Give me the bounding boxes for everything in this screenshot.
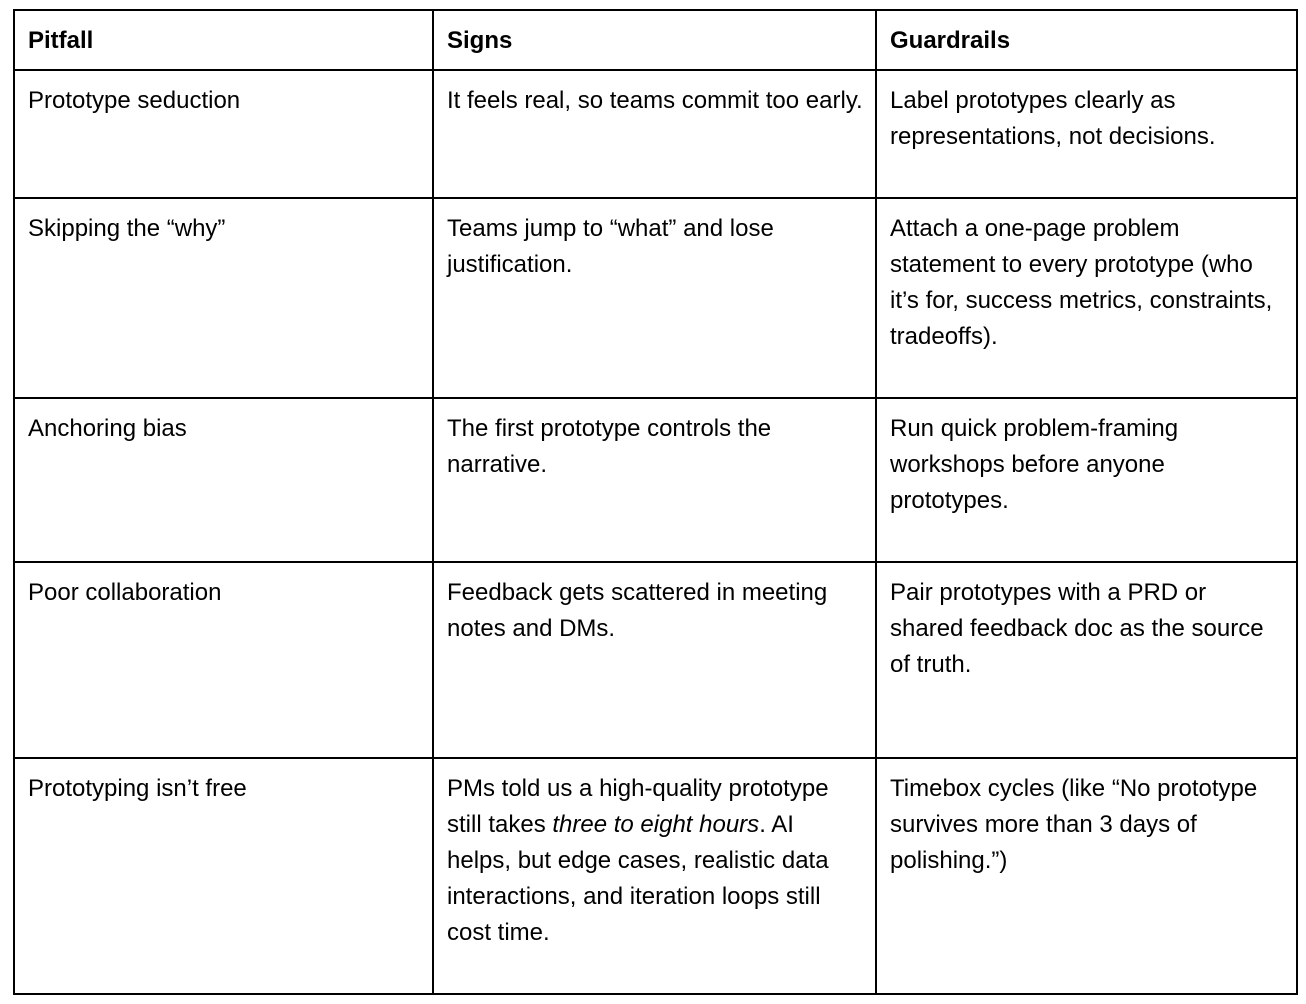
signs-text: . AI helps, but edge cases, realistic data interactions, and iteration loops still cost time.	[447, 811, 829, 946]
pitfall-cell: Poor collaboration	[14, 562, 433, 758]
pitfall-cell: Prototype seduction	[14, 70, 433, 198]
header-signs: Signs	[433, 10, 876, 70]
guardrails-cell: Run quick problem-framing workshops before anyone prototypes.	[876, 398, 1297, 562]
table-row	[14, 758, 1297, 994]
header-guardrails: Guardrails	[876, 10, 1297, 70]
guardrails-cell: Pair prototypes with a PRD or shared feedback doc as the source of truth.	[876, 562, 1297, 758]
pitfall-cell: Prototyping isn’t free	[14, 758, 433, 994]
guardrails-cell: Label prototypes clearly as representations, not decisions.	[876, 70, 1297, 198]
table-row	[14, 198, 1297, 398]
signs-cell: The first prototype controls the narrative.	[433, 398, 876, 562]
signs-emphasis: three to eight hours	[552, 811, 760, 838]
signs-cell	[433, 758, 876, 994]
header-pitfall: Pitfall	[14, 10, 433, 70]
pitfall-cell: Anchoring bias	[14, 398, 433, 562]
table-row	[14, 562, 1297, 758]
signs-cell: It feels real, so teams commit too early.	[433, 70, 876, 198]
signs-cell: Teams jump to “what” and lose justification.	[433, 198, 876, 398]
table-row	[14, 70, 1297, 198]
table-header-row	[14, 10, 1297, 70]
signs-text: PMs told us a high-quality prototype still takes	[447, 775, 829, 838]
table-row	[14, 398, 1297, 562]
signs-cell: Feedback gets scattered in meeting notes and DMs.	[433, 562, 876, 758]
pitfall-cell: Skipping the “why”	[14, 198, 433, 398]
guardrails-cell: Attach a one-page problem statement to every prototype (who it’s for, success metrics, constraints, tradeoffs).	[876, 198, 1297, 398]
pitfalls-table	[13, 9, 1298, 995]
guardrails-cell: Timebox cycles (like “No prototype survives more than 3 days of polishing.”)	[876, 758, 1297, 994]
